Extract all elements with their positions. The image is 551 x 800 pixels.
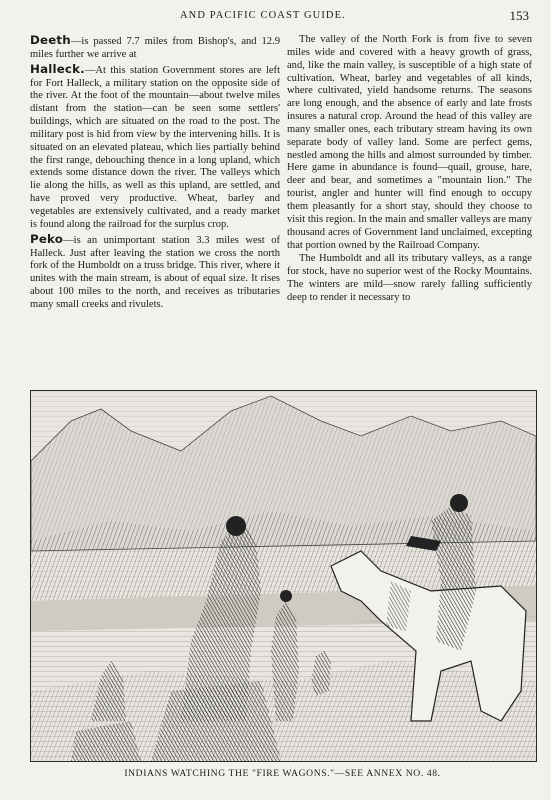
right-column bbox=[287, 34, 532, 305]
paragraph-deeth bbox=[30, 34, 280, 62]
station-heading-deeth: Deeth bbox=[30, 33, 71, 47]
paragraph-peko bbox=[30, 233, 280, 312]
paragraph-peko-text: —is an unimportant station 3.3 miles west of Halleck. Just after leaving the station we cross the north fork of the Humboldt on a truss bridge. This river, where it unites with the main stream, is about of equal size. It rises about 100 miles to the north, and receives as tributaries many small creeks and rivulets. bbox=[30, 234, 280, 310]
page-number: 153 bbox=[509, 8, 529, 23]
paragraph-north-fork: The valley of the North Fork is from five to seven miles wide and covered with a heavy growth of grass, and, like the main valley, is susceptible of a high state of cultivation. Wheat, barley and vegetables of all kinds, where cultivated, yield handsome returns. The seasons are long enough, and the absence of early and late frosts insures a natural crop. Around the head of this valley are many smaller ones, each tributary stream having its own separate body of valley land. Some are perfect gems, nestled among the hills and almost surrounded by timber. Here game in abundance is found—quail, grouse, hare, deer and bear, and sometimes a "mountain lion." The tourist, angler and hunter will find enough to occupy them pleasantly for a short stay, should they choose to visit this region. In the main and smaller valleys are many thousand acres of Government land unclaimed, excepting that portion owned by the Railroad Company. bbox=[287, 34, 532, 251]
engraving-drawing bbox=[31, 391, 536, 761]
station-heading-halleck: Halleck. bbox=[30, 61, 85, 76]
horse-center bbox=[151, 681, 281, 761]
paragraph-humboldt: The Humboldt and all its tributary valleys, as a range for stock, have no superior west of the Rocky Mountains. The winters are mild—snow rarely falling sufficiently deep to render it necessary to bbox=[287, 253, 532, 303]
rider-head-center bbox=[226, 516, 246, 536]
page-header bbox=[30, 8, 529, 26]
illustration-caption: INDIANS WATCHING THE "FIRE WAGONS."—SEE ANNEX NO. 48. bbox=[124, 768, 441, 779]
paragraph-deeth-text: —is passed 7.7 miles from Bishop's, and 12.9 miles further we arrive at bbox=[30, 36, 280, 60]
station-heading-peko: Peko bbox=[30, 231, 64, 246]
engraving-illustration bbox=[30, 390, 537, 762]
paragraph-halleck-text: —At this station Government stores are left for Fort Halleck, a military station on the opposite side of the river. At the foot of the mountain—about twelve miles distant from the station—can be seen some settlers' buildings, which are situated on the road to the post. The military post is hid from view by the intervening hills. It is situated on an elevated plateau, which lies partially behind the first range, debouching thence in a long upland, which extends some distance down the river. The valleys which lie along the hills, as well as this upland, are settled, and have proved very productive. Wheat, barley and vegetables are extensively cultivated, and a ready market is found along the railroad for the surplus crop. bbox=[30, 64, 280, 230]
left-column bbox=[30, 34, 280, 312]
paragraph-halleck bbox=[30, 63, 280, 232]
running-title: AND PACIFIC COAST GUIDE. bbox=[180, 10, 346, 21]
